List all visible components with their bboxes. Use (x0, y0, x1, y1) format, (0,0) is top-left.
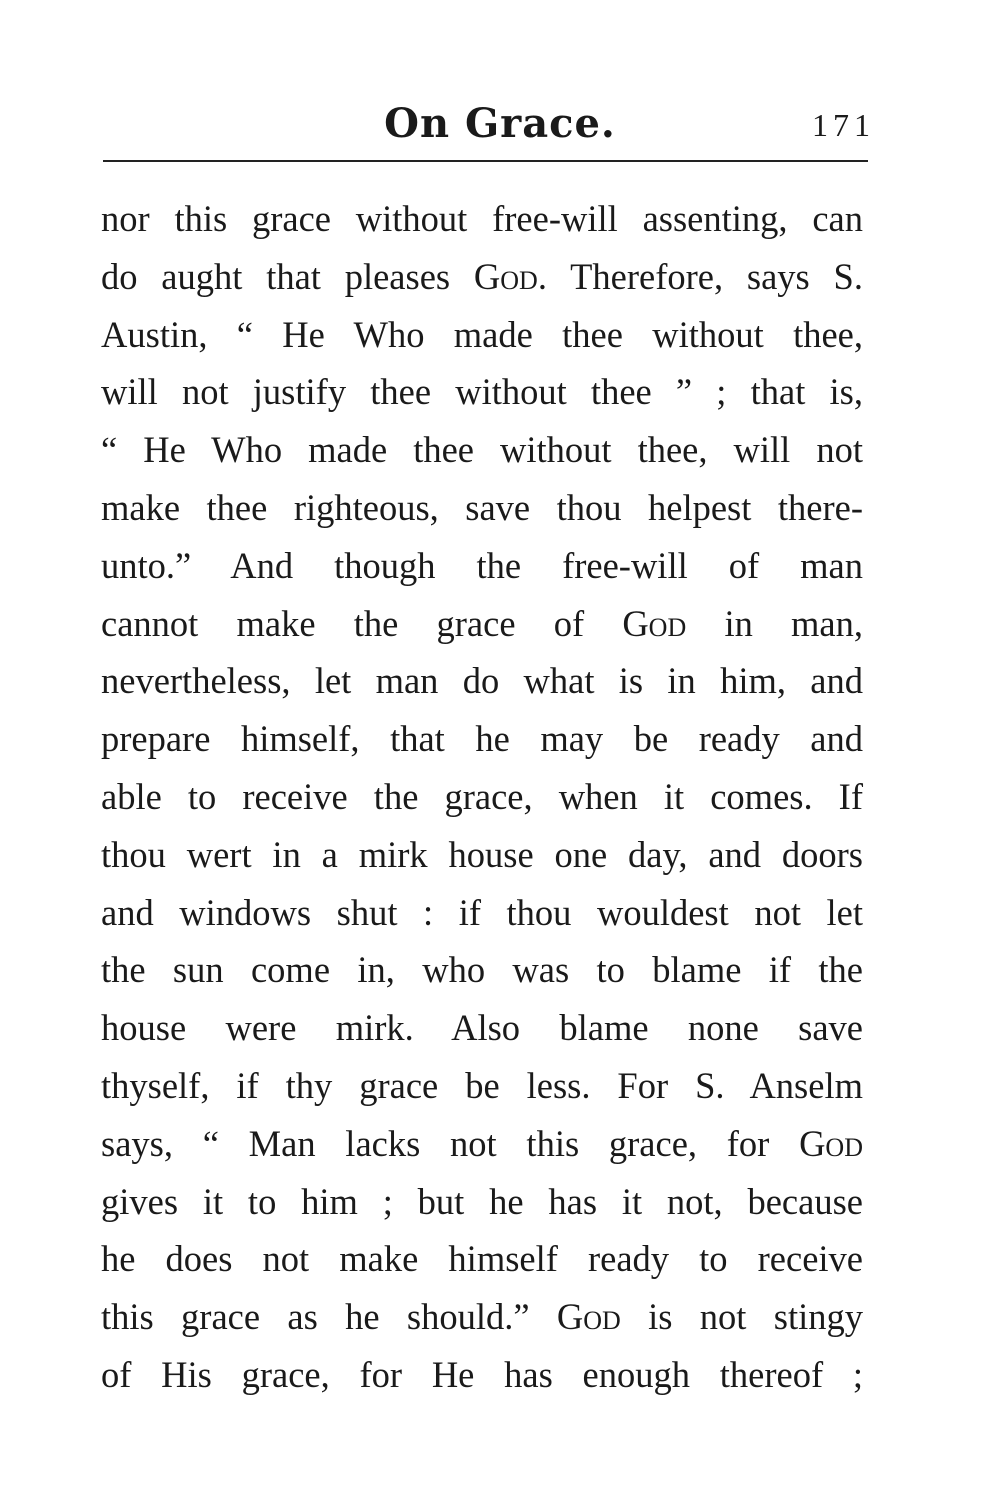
text-line: cannot make the grace of God in man, (101, 602, 864, 644)
body-text (101, 190, 863, 1404)
text-line: the sun come in, who was to blame if the (101, 949, 863, 991)
text-line: nevertheless, let man do what is in him, and (101, 660, 863, 702)
page-number: 171 (812, 107, 875, 143)
text-line: thyself, if thy grace be less. For S. Anselm (101, 1064, 863, 1106)
text-line: and windows shut : if thou wouldest not let (101, 891, 863, 933)
text-line: do aught that pleases God. Therefore, says S. (101, 255, 863, 297)
text-line: will not justify thee without thee ” ; that is, (101, 371, 863, 413)
text-line: nor this grace without free-will assenting, can (101, 198, 863, 239)
text-line: this grace as he should.” God is not stingy (101, 1296, 863, 1338)
text-line: of His grace, for He has enough thereof ; (101, 1353, 863, 1395)
text-line: able to receive the grace, when it comes. If (101, 775, 863, 817)
text-line: make thee righteous, save thou helpest there- (101, 486, 863, 528)
text-line: unto.” And though the free-will of man (101, 544, 863, 586)
header-divider (103, 160, 868, 162)
text-line: Austin, “ He Who made thee without thee, (101, 313, 863, 355)
text-line: thou wert in a mirk house one day, and doors (101, 833, 863, 875)
text-line: says, “ Man lacks not this grace, for God (101, 1122, 863, 1164)
text-line: he does not make himself ready to receive (101, 1238, 863, 1280)
text-line: “ He Who made thee without thee, will not (101, 429, 863, 471)
page-title: On Grace. (384, 100, 616, 147)
text-line: gives it to him ; but he has it not, because (101, 1180, 863, 1222)
text-line: prepare himself, that he may be ready and (101, 718, 863, 760)
text-line: house were mirk. Also blame none save (101, 1007, 863, 1049)
